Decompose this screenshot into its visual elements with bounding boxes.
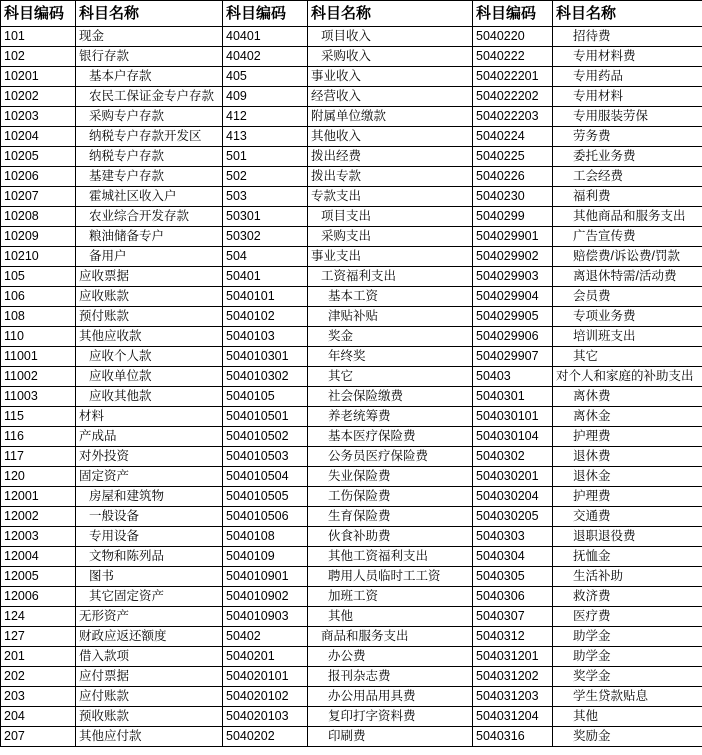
table-row — [1, 27, 702, 47]
table-row — [1, 647, 702, 667]
table-row — [1, 567, 702, 587]
account-name-cell: 农业综合开发存款 — [76, 207, 223, 227]
table-row — [1, 667, 702, 687]
account-name-cell: 广告宣传费 — [553, 227, 702, 247]
account-code-cell: 5040225 — [473, 147, 553, 167]
account-code-cell: 504029902 — [473, 247, 553, 267]
account-code-cell: 501 — [223, 147, 308, 167]
account-name-cell: 交通费 — [553, 507, 702, 527]
account-name-cell: 附属单位缴款 — [308, 107, 473, 127]
account-name-cell: 事业支出 — [308, 247, 473, 267]
account-name-cell: 离休金 — [553, 407, 702, 427]
account-name-cell: 离休费 — [553, 387, 702, 407]
account-code-cell: 504010902 — [223, 587, 308, 607]
account-name-cell: 其他 — [553, 707, 702, 727]
account-code-cell: 504020103 — [223, 707, 308, 727]
account-name-cell: 退职退役费 — [553, 527, 702, 547]
account-code-cell: 504029905 — [473, 307, 553, 327]
account-code-cell: 5040101 — [223, 287, 308, 307]
account-name-cell: 预收账款 — [76, 707, 223, 727]
account-name-cell: 基本工资 — [308, 287, 473, 307]
account-name-cell: 项目收入 — [308, 27, 473, 47]
account-name-cell: 奖学金 — [553, 667, 702, 687]
account-code-cell: 12006 — [1, 587, 76, 607]
account-code-cell: 504010504 — [223, 467, 308, 487]
account-code-cell: 504022201 — [473, 67, 553, 87]
account-code-cell: 504031201 — [473, 647, 553, 667]
account-code-cell: 12005 — [1, 567, 76, 587]
account-name-cell: 采购收入 — [308, 47, 473, 67]
table-row — [1, 547, 702, 567]
account-name-cell: 助学金 — [553, 647, 702, 667]
account-code-cell: 105 — [1, 267, 76, 287]
account-name-cell: 招待费 — [553, 27, 702, 47]
account-code-cell: 5040305 — [473, 567, 553, 587]
account-code-cell: 10206 — [1, 167, 76, 187]
account-code-cell: 504020102 — [223, 687, 308, 707]
account-name-cell: 其他工资福利支出 — [308, 547, 473, 567]
account-code-cell: 11001 — [1, 347, 76, 367]
account-name-cell: 商品和服务支出 — [308, 627, 473, 647]
account-code-cell: 504010903 — [223, 607, 308, 627]
account-code-cell: 504030101 — [473, 407, 553, 427]
table-row — [1, 627, 702, 647]
account-name-cell: 福利费 — [553, 187, 702, 207]
table-row — [1, 207, 702, 227]
account-name-cell: 赔偿费/诉讼费/罚款 — [553, 247, 702, 267]
account-code-cell: 503 — [223, 187, 308, 207]
account-code-cell: 5040220 — [473, 27, 553, 47]
account-code-cell: 405 — [223, 67, 308, 87]
account-code-cell: 102 — [1, 47, 76, 67]
account-code-cell: 504010501 — [223, 407, 308, 427]
account-code-cell: 504022202 — [473, 87, 553, 107]
account-name-cell: 基本医疗保险费 — [308, 427, 473, 447]
account-code-cell: 504010502 — [223, 427, 308, 447]
account-code-cell: 5040109 — [223, 547, 308, 567]
table-header-row — [1, 1, 702, 27]
account-name-cell: 委托业务费 — [553, 147, 702, 167]
account-code-cell: 116 — [1, 427, 76, 447]
account-name-cell: 工资福利支出 — [308, 267, 473, 287]
table-row — [1, 167, 702, 187]
account-name-cell: 对外投资 — [76, 447, 223, 467]
account-name-cell: 备用户 — [76, 247, 223, 267]
account-code-cell: 11002 — [1, 367, 76, 387]
account-name-cell: 护理费 — [553, 427, 702, 447]
table-row — [1, 687, 702, 707]
account-name-cell: 工伤保险费 — [308, 487, 473, 507]
account-code-cell: 504029907 — [473, 347, 553, 367]
account-name-cell: 对个人和家庭的补助支出 — [553, 367, 702, 387]
account-name-cell: 经营收入 — [308, 87, 473, 107]
account-name-cell: 印刷费 — [308, 727, 473, 747]
account-name-cell: 伙食补助费 — [308, 527, 473, 547]
account-name-cell: 办公用品用具费 — [308, 687, 473, 707]
table-row — [1, 467, 702, 487]
account-name-cell: 奖金 — [308, 327, 473, 347]
account-name-cell: 退休金 — [553, 467, 702, 487]
account-name-cell: 其它 — [553, 347, 702, 367]
account-code-cell: 10203 — [1, 107, 76, 127]
account-code-cell: 204 — [1, 707, 76, 727]
account-name-cell: 财政应返还额度 — [76, 627, 223, 647]
account-name-cell: 纳税专户存款 — [76, 147, 223, 167]
table-row — [1, 267, 702, 287]
account-name-cell: 生育保险费 — [308, 507, 473, 527]
account-name-cell: 专款支出 — [308, 187, 473, 207]
account-name-cell: 生活补助 — [553, 567, 702, 587]
account-name-cell: 预付账款 — [76, 307, 223, 327]
account-name-cell: 应收票据 — [76, 267, 223, 287]
account-name-cell: 其它固定资产 — [76, 587, 223, 607]
account-code-cell: 412 — [223, 107, 308, 127]
table-row — [1, 147, 702, 167]
account-code-cell: 504031203 — [473, 687, 553, 707]
account-code-cell: 5040226 — [473, 167, 553, 187]
account-code-cell: 504030205 — [473, 507, 553, 527]
account-code-cell: 10210 — [1, 247, 76, 267]
account-code-cell: 11003 — [1, 387, 76, 407]
account-name-cell: 现金 — [76, 27, 223, 47]
account-name-cell: 其它 — [308, 367, 473, 387]
table-row — [1, 247, 702, 267]
account-name-cell: 应收其他款 — [76, 387, 223, 407]
account-code-cell: 50301 — [223, 207, 308, 227]
account-name-cell: 无形资产 — [76, 607, 223, 627]
account-code-cell: 10202 — [1, 87, 76, 107]
account-name-cell: 文物和陈列品 — [76, 547, 223, 567]
account-name-cell: 一般设备 — [76, 507, 223, 527]
account-code-cell: 12004 — [1, 547, 76, 567]
account-name-cell: 采购专户存款 — [76, 107, 223, 127]
account-code-cell: 40401 — [223, 27, 308, 47]
header-name-col2: 科目名称 — [308, 1, 473, 27]
account-code-cell: 5040306 — [473, 587, 553, 607]
account-code-cell: 504029904 — [473, 287, 553, 307]
account-code-cell: 5040108 — [223, 527, 308, 547]
account-code-cell: 504022203 — [473, 107, 553, 127]
account-code-cell: 124 — [1, 607, 76, 627]
account-code-cell: 12001 — [1, 487, 76, 507]
account-name-cell: 报刊杂志费 — [308, 667, 473, 687]
account-name-cell: 社会保险缴费 — [308, 387, 473, 407]
account-code-cell: 504030201 — [473, 467, 553, 487]
account-code-cell: 5040299 — [473, 207, 553, 227]
header-code-col2: 科目编码 — [223, 1, 308, 27]
account-name-cell: 专用材料费 — [553, 47, 702, 67]
account-name-cell: 聘用人员临时工工资 — [308, 567, 473, 587]
account-code-cell: 203 — [1, 687, 76, 707]
account-name-cell: 专用服装劳保 — [553, 107, 702, 127]
table-row — [1, 47, 702, 67]
account-name-cell: 材料 — [76, 407, 223, 427]
account-name-cell: 复印打字资料费 — [308, 707, 473, 727]
account-name-cell: 救济费 — [553, 587, 702, 607]
account-code-cell: 504010506 — [223, 507, 308, 527]
account-code-cell: 5040202 — [223, 727, 308, 747]
table-row — [1, 87, 702, 107]
account-code-cell: 5040316 — [473, 727, 553, 747]
header-code-col3: 科目编码 — [473, 1, 553, 27]
table-row — [1, 587, 702, 607]
table-row — [1, 327, 702, 347]
account-name-cell: 应收单位款 — [76, 367, 223, 387]
account-name-cell: 培训班支出 — [553, 327, 702, 347]
table-row — [1, 67, 702, 87]
account-name-cell: 拨出经费 — [308, 147, 473, 167]
account-code-cell: 10204 — [1, 127, 76, 147]
account-name-cell: 医疗费 — [553, 607, 702, 627]
account-name-cell: 事业收入 — [308, 67, 473, 87]
table-row — [1, 407, 702, 427]
account-code-cell: 40402 — [223, 47, 308, 67]
table-row — [1, 227, 702, 247]
header-code-col1: 科目编码 — [1, 1, 76, 27]
account-name-cell: 专项业务费 — [553, 307, 702, 327]
table-row — [1, 307, 702, 327]
account-code-cell: 504010302 — [223, 367, 308, 387]
account-name-cell: 奖励金 — [553, 727, 702, 747]
table-row — [1, 107, 702, 127]
account-code-cell: 5040224 — [473, 127, 553, 147]
account-code-cell: 5040312 — [473, 627, 553, 647]
account-code-cell: 504030104 — [473, 427, 553, 447]
table-row — [1, 507, 702, 527]
account-name-cell: 应收账款 — [76, 287, 223, 307]
account-name-cell: 年终奖 — [308, 347, 473, 367]
account-code-cell: 101 — [1, 27, 76, 47]
account-name-cell: 其他应付款 — [76, 727, 223, 747]
table-body — [1, 27, 702, 747]
account-name-cell: 固定资产 — [76, 467, 223, 487]
account-code-cell: 504029903 — [473, 267, 553, 287]
table-row — [1, 427, 702, 447]
account-name-cell: 助学金 — [553, 627, 702, 647]
table-row — [1, 527, 702, 547]
account-code-cell: 12002 — [1, 507, 76, 527]
table-row — [1, 367, 702, 387]
table-row — [1, 607, 702, 627]
account-name-cell: 加班工资 — [308, 587, 473, 607]
account-name-cell: 其他应收款 — [76, 327, 223, 347]
account-name-cell: 其他收入 — [308, 127, 473, 147]
account-name-cell: 拨出专款 — [308, 167, 473, 187]
account-name-cell: 纳税专户存款开发区 — [76, 127, 223, 147]
table-row — [1, 387, 702, 407]
account-code-cell: 502 — [223, 167, 308, 187]
account-code-cell: 504010901 — [223, 567, 308, 587]
account-name-cell: 抚恤金 — [553, 547, 702, 567]
account-code-cell: 5040103 — [223, 327, 308, 347]
account-code-cell: 504030204 — [473, 487, 553, 507]
account-code-cell: 10201 — [1, 67, 76, 87]
account-code-cell: 504031202 — [473, 667, 553, 687]
account-code-cell: 115 — [1, 407, 76, 427]
account-name-cell: 其他 — [308, 607, 473, 627]
account-name-cell: 基建专户存款 — [76, 167, 223, 187]
account-code-cell: 10209 — [1, 227, 76, 247]
account-code-cell: 5040230 — [473, 187, 553, 207]
account-name-cell: 养老统筹费 — [308, 407, 473, 427]
account-code-cell: 207 — [1, 727, 76, 747]
account-code-cell: 50401 — [223, 267, 308, 287]
account-name-cell: 应付票据 — [76, 667, 223, 687]
account-name-cell: 借入款项 — [76, 647, 223, 667]
account-name-cell: 津贴补贴 — [308, 307, 473, 327]
account-code-cell: 5040222 — [473, 47, 553, 67]
table-row — [1, 127, 702, 147]
account-name-cell: 基本户存款 — [76, 67, 223, 87]
account-code-cell: 10208 — [1, 207, 76, 227]
account-code-cell: 5040302 — [473, 447, 553, 467]
account-code-cell: 127 — [1, 627, 76, 647]
table-row — [1, 347, 702, 367]
account-code-cell: 504020101 — [223, 667, 308, 687]
account-code-cell: 409 — [223, 87, 308, 107]
account-name-cell: 劳务费 — [553, 127, 702, 147]
account-code-cell: 413 — [223, 127, 308, 147]
account-code-cell: 5040102 — [223, 307, 308, 327]
account-code-cell: 10207 — [1, 187, 76, 207]
account-name-cell: 房屋和建筑物 — [76, 487, 223, 507]
account-code-cell: 504 — [223, 247, 308, 267]
table-row — [1, 187, 702, 207]
header-name-col3: 科目名称 — [553, 1, 702, 27]
account-code-cell: 504029906 — [473, 327, 553, 347]
account-name-cell: 项目支出 — [308, 207, 473, 227]
account-code-cell: 5040307 — [473, 607, 553, 627]
account-code-cell: 120 — [1, 467, 76, 487]
account-name-cell: 失业保险费 — [308, 467, 473, 487]
account-code-cell: 108 — [1, 307, 76, 327]
account-code-cell: 504010301 — [223, 347, 308, 367]
account-name-cell: 公务员医疗保险费 — [308, 447, 473, 467]
account-name-cell: 图书 — [76, 567, 223, 587]
account-name-cell: 其他商品和服务支出 — [553, 207, 702, 227]
account-name-cell: 护理费 — [553, 487, 702, 507]
account-name-cell: 应付账款 — [76, 687, 223, 707]
table-row — [1, 287, 702, 307]
account-name-cell: 采购支出 — [308, 227, 473, 247]
header-name-col1: 科目名称 — [76, 1, 223, 27]
account-code-cell: 106 — [1, 287, 76, 307]
account-code-cell: 50402 — [223, 627, 308, 647]
account-name-cell: 专用药品 — [553, 67, 702, 87]
account-name-cell: 会员费 — [553, 287, 702, 307]
account-name-cell: 办公费 — [308, 647, 473, 667]
account-code-cell: 5040301 — [473, 387, 553, 407]
table-row — [1, 487, 702, 507]
account-name-cell: 应收个人款 — [76, 347, 223, 367]
account-name-cell: 霍城社区收入户 — [76, 187, 223, 207]
table-row — [1, 727, 702, 747]
account-code-cell: 110 — [1, 327, 76, 347]
account-name-cell: 退休费 — [553, 447, 702, 467]
account-name-cell: 学生贷款贴息 — [553, 687, 702, 707]
account-code-cell: 50403 — [473, 367, 553, 387]
account-code-cell: 5040303 — [473, 527, 553, 547]
account-code-cell: 504029901 — [473, 227, 553, 247]
account-code-cell: 201 — [1, 647, 76, 667]
account-name-cell: 产成品 — [76, 427, 223, 447]
table-row — [1, 707, 702, 727]
account-code-cell: 5040201 — [223, 647, 308, 667]
account-name-cell: 工会经费 — [553, 167, 702, 187]
account-name-cell: 专用设备 — [76, 527, 223, 547]
account-code-cell: 504010503 — [223, 447, 308, 467]
account-name-cell: 专用材料 — [553, 87, 702, 107]
account-code-cell: 202 — [1, 667, 76, 687]
account-name-cell: 粮油储备专户 — [76, 227, 223, 247]
account-code-cell: 12003 — [1, 527, 76, 547]
table-row — [1, 447, 702, 467]
account-name-cell: 银行存款 — [76, 47, 223, 67]
account-code-cell: 117 — [1, 447, 76, 467]
account-name-cell: 离退休特需/活动费 — [553, 267, 702, 287]
account-code-cell: 504010505 — [223, 487, 308, 507]
account-code-cell: 10205 — [1, 147, 76, 167]
account-code-cell: 50302 — [223, 227, 308, 247]
account-name-cell: 农民工保证金专户存款 — [76, 87, 223, 107]
account-code-cell: 5040105 — [223, 387, 308, 407]
account-code-cell: 5040304 — [473, 547, 553, 567]
account-code-cell: 504031204 — [473, 707, 553, 727]
